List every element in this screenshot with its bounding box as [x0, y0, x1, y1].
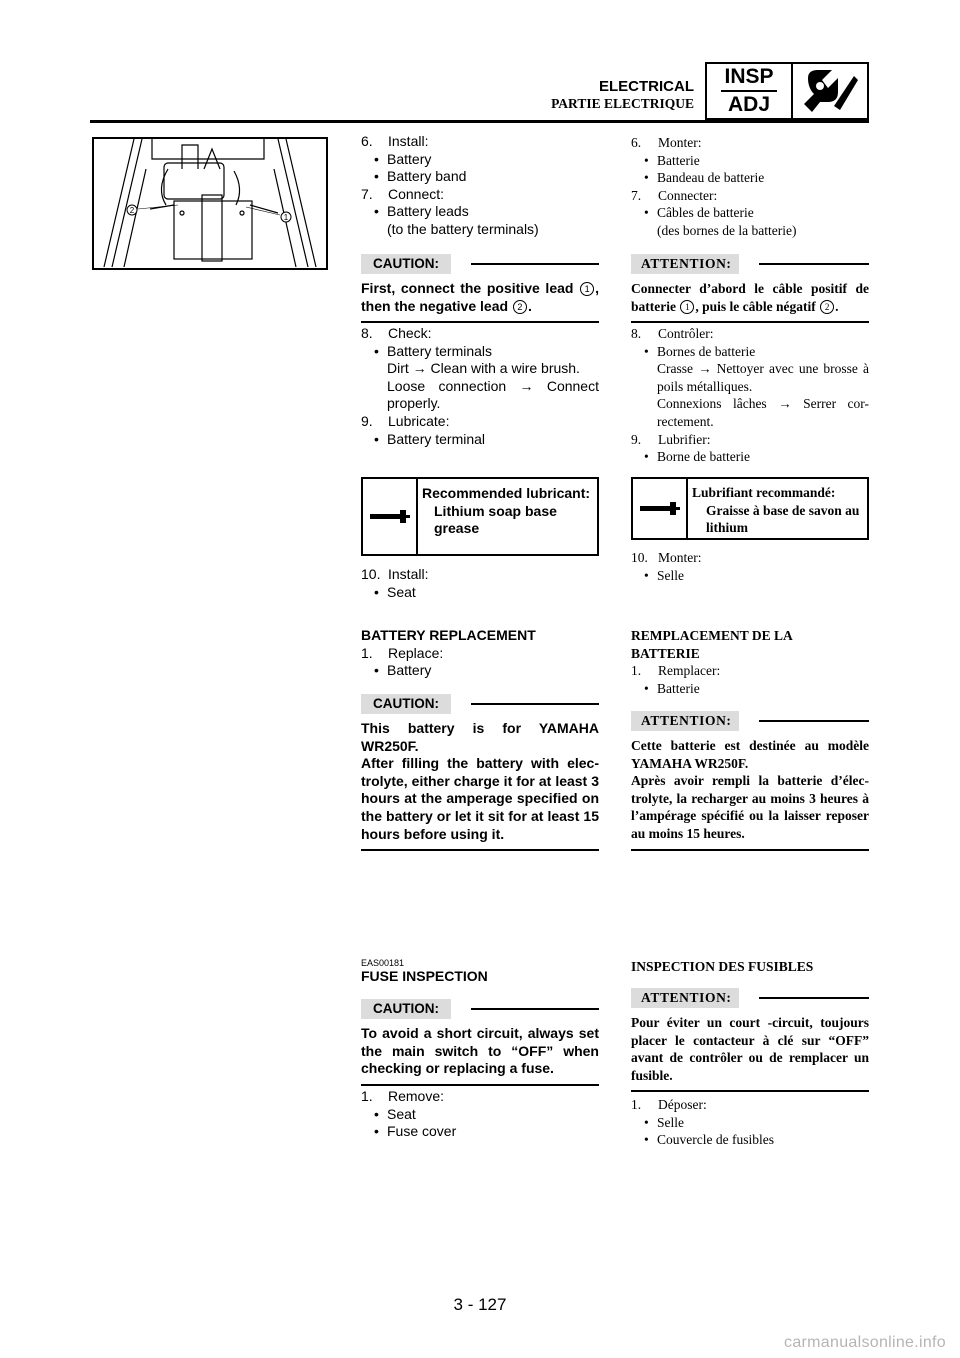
caution-box-fr-2: ATTENTION: Cette batterie est destinée au modèle YAMAHA WR250F. Après avoir rempli la batterie d’élec-trolyte, la recharger au moins 3 heures à l’ampérage spécifié ou la laisser reposer au moins 15 heures. [631, 711, 869, 851]
fr-steps-8-9: 8. Contrôler: • Bornes de batterie Crasse → Nettoyer avec une brosse à poils métalliques. Connexions lâches → Serrer cor-rectement. 9. Lubrifier: • Borne de batterie [631, 326, 869, 465]
caution-box-en-1: CAUTION: First, connect the positive lead 1 , then the negative lead 2 . [361, 254, 599, 323]
callout-2: 2 [129, 206, 135, 215]
en-step-10: 10. Install: • Seat [361, 566, 429, 600]
fr-step-remove: 1. Déposer: • Selle • Couvercle de fusibles [631, 1097, 774, 1148]
fr-steps-6-7: 6. Monter: • Batterie • Bandeau de batterie 7. Connecter: • Câbles de batterie (des bornes de la batterie) [631, 135, 797, 238]
caution-box-en-3: CAUTION: To avoid a short circuit, always set the main switch to “OFF” when checking or replacing a fuse. [361, 999, 599, 1086]
battery-replacement-en: BATTERY REPLACEMENT 1. Replace: • Battery [361, 627, 599, 680]
lubricant-box-en: Recommended lubricant: Lithium soap base grease [361, 477, 599, 556]
caution-box-fr-3: ATTENTION: Pour éviter un court -circuit, toujours placer le contacteur à clé sur “OFF” avant de contrôler ou de remplacer un fusible. [631, 988, 869, 1092]
battery-replacement-heading: REMPLACEMENT DE LA BATTERIE [631, 628, 793, 661]
wrench-icon [793, 64, 867, 118]
callout-1: 1 [283, 213, 289, 222]
fr-step-10: 10. Monter: • Selle [631, 550, 702, 583]
en-step-remove: 1. Remove: • Seat • Fuse cover [361, 1088, 457, 1140]
reference-code: EAS00181 [361, 958, 405, 968]
battery-replacement-fr: REMPLACEMENT DE LA BATTERIE 1. Remplacer: • Batterie [631, 627, 869, 697]
caution-box-en-2: CAUTION: This battery is for YAMAHA WR250F. After filling the battery with elec-trolyte, either charge it for at least 3 hours at the amperage specified on the battery or let it sit for at least 15 hours before using it. [361, 694, 599, 851]
caution-box-fr-1: ATTENTION: Connecter d’abord le câble positif de batterie 1 , puis le câble négatif 2 . [631, 254, 869, 323]
en-steps-6-7: 6. Install: • Battery • Battery band 7. Connect: • Battery leads (to the battery terminals) [361, 133, 539, 237]
battery-replacement-heading: BATTERY REPLACEMENT [361, 627, 536, 643]
page-number: 3 - 127 [453, 1295, 507, 1314]
grease-gun-icon [363, 479, 418, 554]
header-rule [90, 120, 869, 123]
lubricant-box-fr: Lubrifiant recommandé: Graisse à base de savon au lithium [631, 477, 869, 540]
fuse-inspection-fr [631, 958, 869, 976]
fuse-inspection-heading: FUSE INSPECTION [361, 968, 488, 984]
watermark: carmanualsonline.info [784, 1334, 946, 1351]
insp-adj-label [707, 64, 793, 118]
battery-illustration [92, 137, 328, 270]
insp-label: INSP [724, 65, 774, 88]
en-steps-8-9: 8. Check: • Battery terminals Dirt → Clean with a wire brush. Loose connection → Connect properly. 9. Lubricate: • Battery terminal [361, 325, 599, 447]
insp-adj-tab [705, 62, 869, 120]
section-title-fr: PARTIE ELECTRIQUE [551, 96, 694, 111]
grease-gun-icon [633, 479, 688, 538]
section-title-en: ELECTRICAL [599, 78, 694, 95]
fuse-inspection-en [361, 958, 599, 986]
fuse-inspection-heading: INSPECTION DES FUSIBLES [631, 959, 814, 974]
adj-label: ADJ [727, 93, 770, 116]
